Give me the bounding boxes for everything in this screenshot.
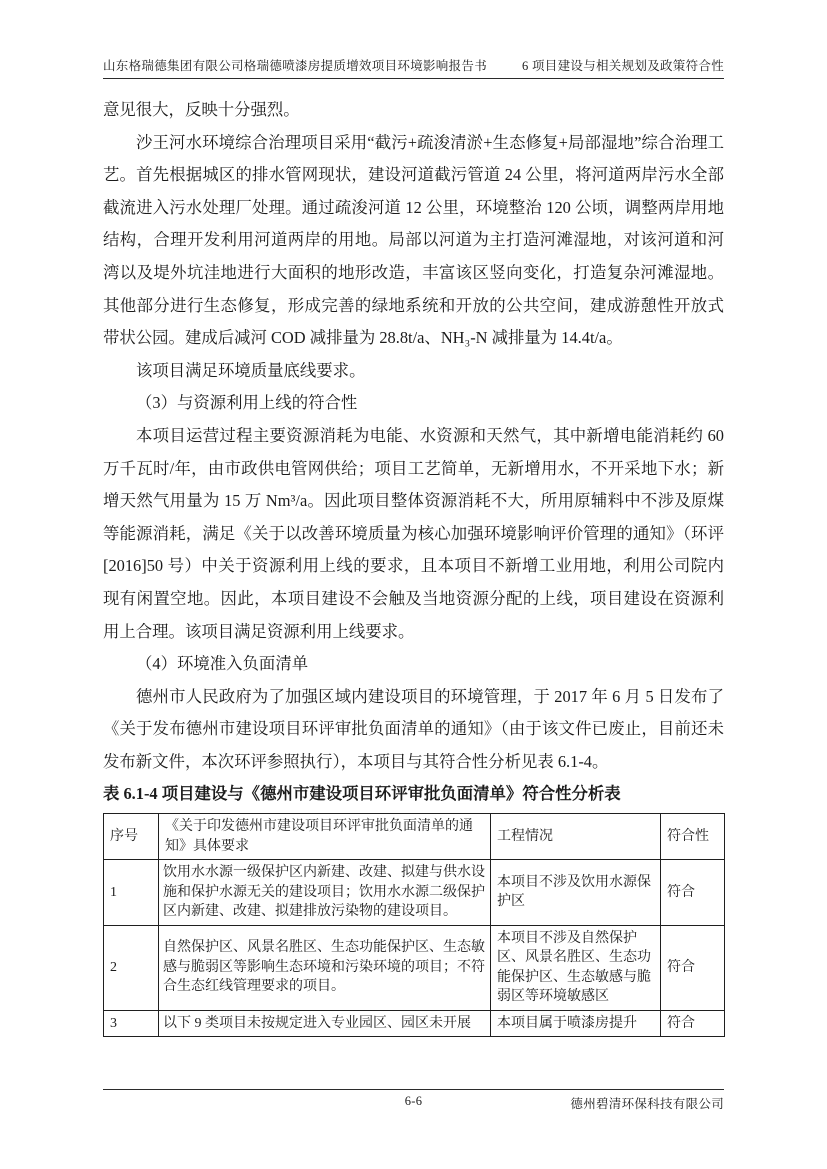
column-header-requirement: 《关于印发德州市建设项目环评审批负面清单的通知》具体要求 xyxy=(159,814,491,860)
page-header xyxy=(103,56,724,79)
cell-index: 2 xyxy=(104,925,159,1010)
table-caption: 表 6.1-4 项目建设与《德州市建设项目环评审批负面清单》符合性分析表 xyxy=(103,784,621,804)
paragraph-resource-consumption: 本项目运营过程主要资源消耗为电能、水资源和天然气，其中新增电能消耗约 60 万千瓦时/年，由市政供电管网供给；项目工艺简单，无新增用水，不开采地下水；新增天然气用量为 15 万 Nm³/a。因此项目整体资源消耗不大，所用原辅料中不涉及原煤等能源消耗，满足《关于以改善环境质量为核心加强环境影响评价管理的通知》（环评[2016]50 号）中关于资源利用上线的要求，且本项目不新增工业用地，利用公司院内现有闲置空地。因此，本项目建设不会触及当地资源分配的上线，项目建设在资源利用上合理。该项目满足资源利用上线要求。 xyxy=(103,425,724,641)
page-number: 6-6 xyxy=(404,1094,423,1108)
paragraph-continuation: 意见很大，反映十分强烈。 xyxy=(103,100,300,119)
cell-requirement: 以下 9 类项目未按规定进入专业园区、园区未开展 xyxy=(159,1010,491,1037)
cell-compliance: 符合 xyxy=(661,860,725,926)
footer-company-name: 德州碧清环保科技有限公司 xyxy=(570,1097,724,1111)
cell-compliance: 符合 xyxy=(661,1010,725,1037)
subheading-resource-use: （3）与资源利用上线的符合性 xyxy=(136,393,358,413)
paragraph-shawang-river: 沙王河水环境综合治理项目采用“截污+疏浚清淤+生态修复+局部湿地”综合治理工艺。首先根据城区的排水管网现状，建设河道截污管道 24 公里，将河道两岸污水全部截流进入污水处理厂处理。通过疏浚河道 12 公里，环境整治 120 公顷，调整两岸用地结构，合理开发利用河道两岸的用地。局部以河道为主打造河滩湿地，对该河道和河湾以及堤外坑洼地进行大面积的地形改造，丰富该区竖向变化，打造复杂河滩湿地。其他部分进行生态修复，形成完善的绿地系统和开放的公共空间，建成游憩性开放式带状公园。建成后减河 COD 减排量为 28.8t/a、NH₃-N 减排量为 14.4t/a。 xyxy=(103,132,724,348)
cell-requirement: 饮用水水源一级保护区内新建、改建、拟建与供水设施和保护水源无关的建设项目；饮用水水源二级保护区内新建、改建、拟建排放污染物的建设项目。 xyxy=(159,860,491,926)
header-chapter-title: 6 项目建设与相关规划及政策符合性 xyxy=(522,59,724,73)
cell-compliance: 符合 xyxy=(661,925,725,1010)
table-row xyxy=(104,860,725,926)
table-row xyxy=(104,1010,725,1037)
paragraph-quality-bottomline: 该项目满足环境质量底线要求。 xyxy=(136,360,366,380)
subheading-negative-list: （4）环境准入负面清单 xyxy=(136,654,309,674)
table-header-row xyxy=(104,814,725,860)
cell-situation: 本项目不涉及自然保护区、风景名胜区、生态功能保护区、生态敏感与脆弱区等环境敏感区 xyxy=(491,925,661,1010)
page-body xyxy=(103,94,724,1037)
cell-index: 3 xyxy=(104,1010,159,1037)
cell-situation: 本项目不涉及饮用水源保护区 xyxy=(491,860,661,926)
page-footer xyxy=(103,1089,724,1112)
table-row xyxy=(104,925,725,1010)
compliance-analysis-table xyxy=(103,813,725,1037)
column-header-index: 序号 xyxy=(104,814,159,860)
header-report-title: 山东格瑞德集团有限公司格瑞德喷漆房提质增效项目环境影响报告书 xyxy=(103,59,488,73)
cell-requirement: 自然保护区、风景名胜区、生态功能保护区、生态敏感与脆弱区等影响生态环境和污染环境的项目；不符合生态红线管理要求的项目。 xyxy=(159,925,491,1010)
column-header-situation: 工程情况 xyxy=(491,814,661,860)
cell-index: 1 xyxy=(104,860,159,926)
column-header-compliance: 符合性 xyxy=(661,814,725,860)
paragraph-dezhou-notice: 德州市人民政府为了加强区域内建设项目的环境管理，于 2017 年 6 月 5 日发布了《关于发布德州市建设项目环评审批负面清单的通知》（由于该文件已废止，目前还未发布新文件，本次环评参照执行），本项目与其符合性分析见表 6.1-4。 xyxy=(103,686,724,771)
cell-situation: 本项目属于喷漆房提升 xyxy=(491,1010,661,1037)
